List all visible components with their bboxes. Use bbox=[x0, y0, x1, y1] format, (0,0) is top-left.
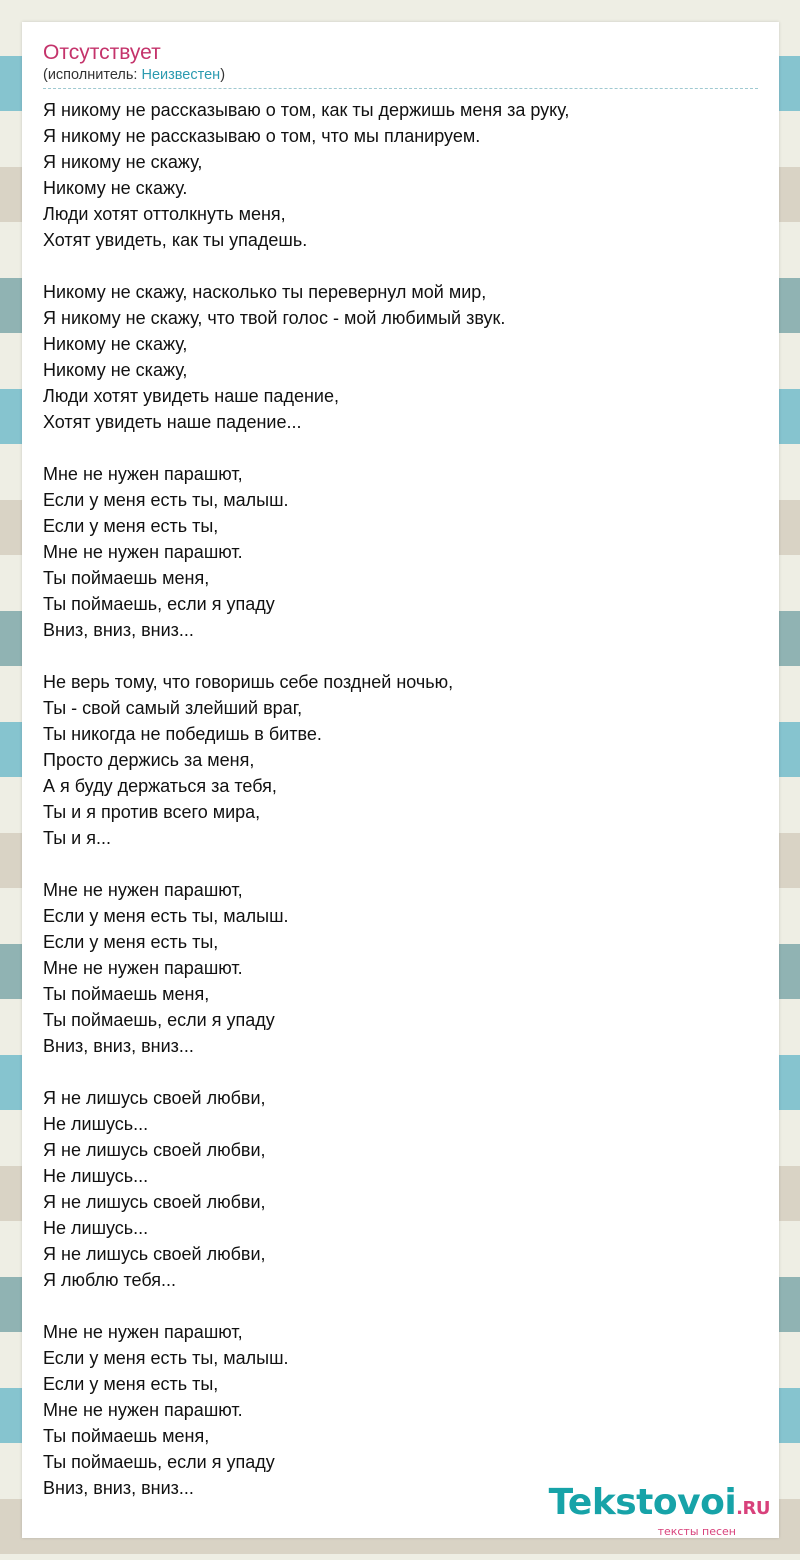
lyric-line: Если у меня есть ты, bbox=[43, 516, 219, 536]
lyric-line: Не лишусь... bbox=[43, 1218, 149, 1238]
lyrics-stanza bbox=[43, 669, 758, 851]
artist-link[interactable]: Неизвестен bbox=[141, 67, 221, 83]
lyric-line: Не верь тому, что говоришь себе поздней ночью, bbox=[43, 672, 454, 692]
lyrics-stanza bbox=[43, 1319, 758, 1501]
lyric-line: Вниз, вниз, вниз... bbox=[43, 1478, 194, 1498]
lyric-line: Ты поймаешь меня, bbox=[43, 984, 210, 1004]
lyric-line: Никому не скажу, bbox=[43, 360, 188, 380]
logo-tld: .RU bbox=[736, 1498, 770, 1519]
lyrics-stanza bbox=[43, 1085, 758, 1293]
lyrics-card bbox=[22, 22, 779, 1538]
lyric-line: Если у меня есть ты, малыш. bbox=[43, 906, 289, 926]
lyric-line: Я не лишусь своей любви, bbox=[43, 1192, 266, 1212]
lyric-line: Ты поймаешь, если я упаду bbox=[43, 1010, 275, 1030]
lyric-line: Мне не нужен парашют, bbox=[43, 880, 243, 900]
lyric-line: Я люблю тебя... bbox=[43, 1270, 177, 1290]
lyric-line: Я не лишусь своей любви, bbox=[43, 1088, 266, 1108]
lyric-line: Никому не скажу, bbox=[43, 334, 188, 354]
performer-line bbox=[43, 66, 758, 84]
lyric-line: Я никому не рассказываю о том, как ты держишь меня за руку, bbox=[43, 100, 570, 120]
lyric-line: Люди хотят оттолкнуть меня, bbox=[43, 204, 286, 224]
lyrics-stanza bbox=[43, 97, 758, 253]
lyric-line: Мне не нужен парашют, bbox=[43, 464, 243, 484]
lyric-line: Ты поймаешь меня, bbox=[43, 1426, 210, 1446]
lyric-line: Не лишусь... bbox=[43, 1166, 149, 1186]
lyric-line: Никому не скажу, насколько ты перевернул мой мир, bbox=[43, 282, 487, 302]
lyric-line: Я не лишусь своей любви, bbox=[43, 1140, 266, 1160]
song-title: Отсутствует bbox=[43, 41, 161, 64]
lyric-line: Ты поймаешь, если я упаду bbox=[43, 594, 275, 614]
lyric-line: Ты и я против всего мира, bbox=[43, 802, 261, 822]
lyric-line: Если у меня есть ты, bbox=[43, 932, 219, 952]
lyrics-stanza bbox=[43, 461, 758, 643]
lyrics-stanza bbox=[43, 877, 758, 1059]
site-logo[interactable] bbox=[549, 1483, 770, 1538]
lyric-line: Никому не скажу. bbox=[43, 178, 188, 198]
performer-prefix: (исполнитель: bbox=[43, 67, 142, 83]
lyric-line: Ты - свой самый злейший враг, bbox=[43, 698, 303, 718]
lyric-line: Люди хотят увидеть наше падение, bbox=[43, 386, 339, 406]
lyric-line: Вниз, вниз, вниз... bbox=[43, 1036, 194, 1056]
lyric-line: Я никому не скажу, bbox=[43, 152, 203, 172]
lyric-line: Ты поймаешь, если я упаду bbox=[43, 1452, 275, 1472]
lyric-line: Ты никогда не победишь в битве. bbox=[43, 724, 322, 744]
lyric-line: Хотят увидеть, как ты упадешь. bbox=[43, 230, 308, 250]
lyric-line: Хотят увидеть наше падение... bbox=[43, 412, 302, 432]
lyric-line: Я никому не скажу, что твой голос - мой любимый звук. bbox=[43, 308, 506, 328]
lyrics-stanza bbox=[43, 279, 758, 435]
lyric-line: Вниз, вниз, вниз... bbox=[43, 620, 194, 640]
logo-tagline: тексты песен bbox=[657, 1525, 736, 1538]
logo-wordmark bbox=[549, 1483, 770, 1529]
lyric-line: Если у меня есть ты, малыш. bbox=[43, 1348, 289, 1368]
lyric-line: Я никому не рассказываю о том, что мы планируем. bbox=[43, 126, 481, 146]
lyric-line: Мне не нужен парашют. bbox=[43, 542, 243, 562]
lyric-line: Ты и я... bbox=[43, 828, 111, 848]
lyric-line: А я буду держаться за тебя, bbox=[43, 776, 277, 796]
lyric-line: Мне не нужен парашют. bbox=[43, 1400, 243, 1420]
lyric-line: Мне не нужен парашют, bbox=[43, 1322, 243, 1342]
lyric-line: Я не лишусь своей любви, bbox=[43, 1244, 266, 1264]
lyric-line: Мне не нужен парашют. bbox=[43, 958, 243, 978]
lyric-line: Если у меня есть ты, малыш. bbox=[43, 490, 289, 510]
performer-suffix: ) bbox=[220, 67, 226, 83]
lyric-line: Не лишусь... bbox=[43, 1114, 149, 1134]
lyrics-body bbox=[43, 97, 758, 1501]
lyric-line: Если у меня есть ты, bbox=[43, 1374, 219, 1394]
header-divider bbox=[43, 88, 758, 89]
logo-name: Tekstovoi bbox=[548, 1482, 737, 1523]
lyric-line: Ты поймаешь меня, bbox=[43, 568, 210, 588]
lyric-line: Просто держись за меня, bbox=[43, 750, 255, 770]
